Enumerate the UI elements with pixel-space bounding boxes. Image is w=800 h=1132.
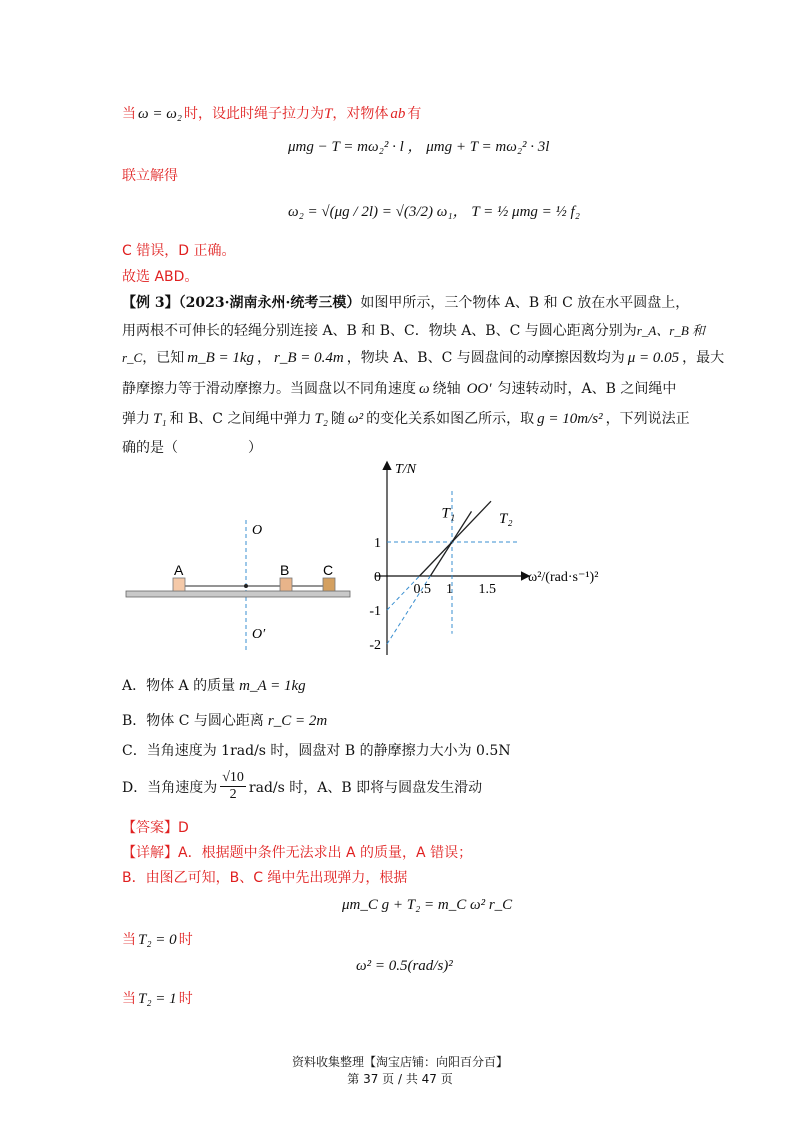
- block-b: [280, 578, 292, 591]
- example-text-6: 确的是（: [122, 440, 178, 456]
- option-a-text: A．物体 A 的质量: [122, 678, 236, 694]
- cond-ab: ab: [390, 106, 406, 122]
- example-line-3: [122, 347, 724, 367]
- label-B: B: [280, 562, 290, 578]
- example-line-4: [122, 378, 676, 398]
- example-mu: μ = 0.05: [627, 350, 680, 366]
- cond-line: [122, 103, 421, 123]
- example-omega: ω: [419, 381, 430, 397]
- example-t1: T₁: [153, 411, 167, 427]
- equation-3: μm_C g + T₂ = m_C ω² r_C: [342, 897, 513, 913]
- option-d: [122, 770, 482, 803]
- detail-line-a: [122, 842, 472, 862]
- when-2-eq: T₂ = 1: [138, 991, 177, 1007]
- label-C: C: [323, 562, 334, 578]
- series-label-2: T₂: [499, 511, 513, 528]
- example-text-4c: 匀速转动时，A、B 之间绳中: [497, 381, 677, 397]
- option-a-math: m_A = 1kg: [239, 678, 306, 694]
- example-mb: m_B = 1kg: [187, 350, 255, 366]
- option-a: [122, 675, 306, 695]
- example-line-6: [122, 437, 262, 457]
- cond-prefix: 当: [122, 106, 136, 122]
- option-d-denominator: 2: [229, 787, 237, 802]
- label-O-prime: O′: [252, 627, 266, 642]
- solve-label: 联立解得: [122, 168, 178, 184]
- y-axis-label: T/N: [395, 462, 417, 477]
- x-tick-label: 1: [446, 582, 453, 597]
- equation-2-T: ， T = ½ μmg = ½ f₂: [452, 204, 580, 220]
- example-g: g = 10m/s²: [537, 411, 603, 427]
- option-b-math: r_C = 2m: [267, 713, 328, 729]
- y-tick-label: 1: [374, 536, 381, 551]
- series-label-1: T₁: [441, 505, 456, 522]
- x-tick-label: 0.5: [413, 582, 431, 597]
- example-text-1: 如图甲所示，三个物体 A、B 和 C 放在水平圆盘上，: [360, 295, 690, 311]
- cond-mid: 时，设此时绳子拉力为: [184, 106, 325, 122]
- example-text-5d: 的变化关系如图乙所示，取: [366, 411, 535, 427]
- cond-end: ，对物体: [332, 106, 389, 122]
- example-source: （2023·湖南永州·统考三模）: [178, 295, 361, 311]
- series-line-2: [420, 501, 492, 576]
- footer-source: 资料收集整理【淘宝店铺：向阳百分百】: [291, 1055, 508, 1069]
- detail-line-b: B．由图乙可知，B、C 绳中先出现弹力，根据: [122, 870, 408, 886]
- center-dot: [244, 584, 248, 588]
- example-omega2: ω²: [348, 411, 364, 427]
- example-line-1: [122, 292, 689, 312]
- option-d-fraction: [220, 770, 246, 803]
- block-a: [173, 578, 185, 591]
- label-O: O: [252, 523, 263, 538]
- example-text-3c: ，: [257, 350, 272, 366]
- example-text-6-end: ）: [248, 440, 262, 456]
- label-A: A: [174, 562, 184, 578]
- when-2-pre: 当: [122, 991, 136, 1007]
- equation-2-omega: ω₂ = √(μg / 2l) = √(3/2) ω₁: [288, 204, 453, 220]
- detail-tag: 【详解】: [122, 845, 178, 861]
- option-d-text: D．当角速度为: [122, 779, 218, 796]
- example-text-5a: 弹力: [122, 411, 150, 427]
- figure-a: [118, 510, 358, 660]
- when-1-eq: T₂ = 0: [138, 932, 177, 948]
- example-rc: r_C: [122, 350, 143, 365]
- example-t2: T₂: [314, 411, 329, 427]
- x-axis-label: ω²/(rad·s⁻¹)²: [528, 570, 599, 585]
- when-1-post: 时: [178, 932, 193, 948]
- example-text-2b: r_A、r_B 和: [636, 323, 706, 338]
- choose-line: 故选 ABD。: [122, 269, 199, 285]
- example-axis: OO′: [466, 381, 492, 397]
- answer-label: 【答案】D: [122, 820, 189, 836]
- when-1-pre: 当: [122, 932, 136, 948]
- example-text-3e: ，最大: [682, 350, 725, 366]
- footer-page-number: 第 37 页 / 共 47 页: [347, 1072, 453, 1086]
- option-d-tail: rad/s 时，A、B 即将与圆盘发生滑动: [248, 779, 483, 796]
- example-text-3b: ，已知: [142, 350, 185, 366]
- cond-T: T: [324, 106, 333, 122]
- cond-you: 有: [407, 106, 422, 122]
- y-tick-label: -2: [369, 638, 381, 653]
- option-c: C．当角速度为 1rad/s 时，圆盘对 B 的静摩擦力大小为 0.5N: [122, 743, 511, 759]
- option-b: [122, 710, 327, 730]
- example-line-2: [122, 320, 705, 340]
- example-tag: 【例 3】: [122, 295, 179, 311]
- example-text-4a: 静摩擦力等于滑动摩擦力。当圆盘以不同角速度: [122, 381, 416, 397]
- origin-label: 0: [374, 570, 381, 585]
- example-text-2a: 用两根不可伸长的轻绳分别连接 A、B 和 B、C．物块 A、B、C 与圆心距离分别为: [122, 323, 637, 339]
- option-d-numerator: √10: [222, 770, 244, 785]
- equation-4: ω² = 0.5(rad/s)²: [356, 958, 453, 974]
- block-c: [323, 578, 335, 591]
- when-line-2: [122, 988, 193, 1008]
- example-text-5c: 随: [331, 411, 346, 427]
- option-b-text: B．物体 C 与圆心距离: [122, 713, 264, 729]
- cond-omega: ω = ω₂: [138, 106, 183, 122]
- example-rb: r_B = 0.4m: [274, 350, 344, 366]
- x-tick-label: 1.5: [478, 582, 496, 597]
- example-text-3d: ，物块 A、B、C 与圆盘间的动摩擦因数均为: [346, 350, 625, 366]
- example-line-5: [122, 408, 690, 428]
- disk: [126, 591, 350, 597]
- y-tick-label: -1: [369, 604, 381, 619]
- equation-1: μmg − T = mω₂² · l ， μmg + T = mω₂² · 3l: [288, 139, 550, 155]
- detail-a: A．根据题中条件无法求出 A 的质量，A 错误；: [178, 845, 473, 861]
- when-line-1: [122, 929, 193, 949]
- example-text-5b: 和 B、C 之间绳中弹力: [169, 411, 312, 427]
- equation-2: [288, 200, 580, 221]
- c-wrong-line: C 错误，D 正确。: [122, 243, 236, 259]
- when-2-post: 时: [178, 991, 193, 1007]
- figure-b-chart: [360, 455, 650, 665]
- example-text-4b: 绕轴: [432, 381, 461, 397]
- example-text-5e: ，下列说法正: [605, 411, 690, 427]
